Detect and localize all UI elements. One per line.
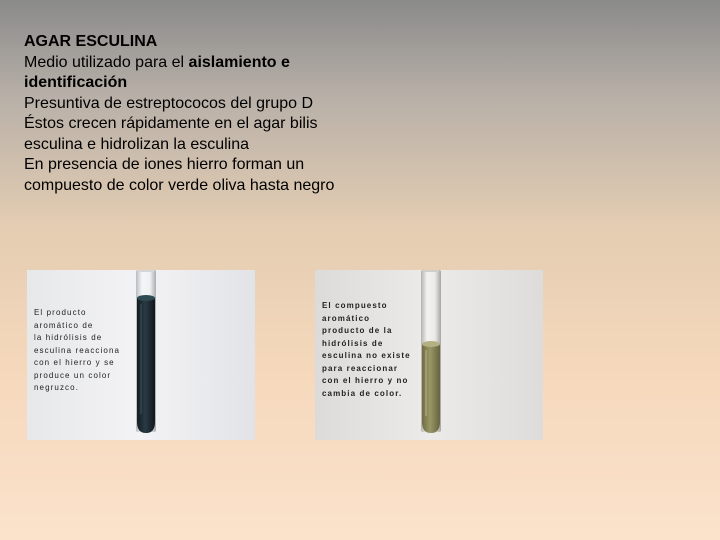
caption-line: esculina no existe xyxy=(322,351,411,360)
text-line-1 xyxy=(24,53,444,74)
caption-line: cambia de color. xyxy=(322,388,403,398)
slide-title: AGAR ESCULINA xyxy=(24,33,158,50)
test-tube-olive xyxy=(419,270,443,440)
caption-line: esculina reacciona xyxy=(34,345,121,355)
text-line-7: compuesto de color verde oliva hasta negro xyxy=(24,176,335,194)
caption-line: produce un color xyxy=(34,370,112,380)
text-line-1-plain: Medio utilizado para el xyxy=(24,53,189,71)
caption-line: con el hierro y se xyxy=(34,358,115,367)
caption-line: aromático de xyxy=(34,320,94,330)
caption-positive xyxy=(34,307,120,395)
photo-positive-tube xyxy=(27,270,255,440)
caption-line: la hidrólisis de xyxy=(34,333,103,342)
caption-line: producto de la xyxy=(322,326,393,335)
text-line-6: En presencia de iones hierro forman un xyxy=(24,156,305,173)
slide-text xyxy=(24,32,444,196)
caption-negative xyxy=(322,300,411,400)
caption-line: hidrólisis de xyxy=(322,338,384,348)
caption-line: El producto xyxy=(34,308,87,317)
test-tube-dark xyxy=(134,270,158,440)
caption-line: aromático xyxy=(322,313,371,323)
caption-line: negruzco. xyxy=(34,383,80,392)
text-line-5: esculina e hidrolizan la esculina xyxy=(24,135,250,153)
caption-line: para reaccionar xyxy=(322,363,399,373)
text-line-3: Presuntiva de estreptococos del grupo D xyxy=(24,94,314,112)
photo-negative-tube xyxy=(315,270,543,440)
text-line-2: identificación xyxy=(24,74,128,91)
text-line-4: Éstos crecen rápidamente en el agar bilis xyxy=(24,115,318,132)
caption-line: con el hierro y no xyxy=(322,376,409,385)
caption-line: El compuesto xyxy=(322,301,388,310)
text-line-1-bold: aislamiento e xyxy=(188,53,290,71)
